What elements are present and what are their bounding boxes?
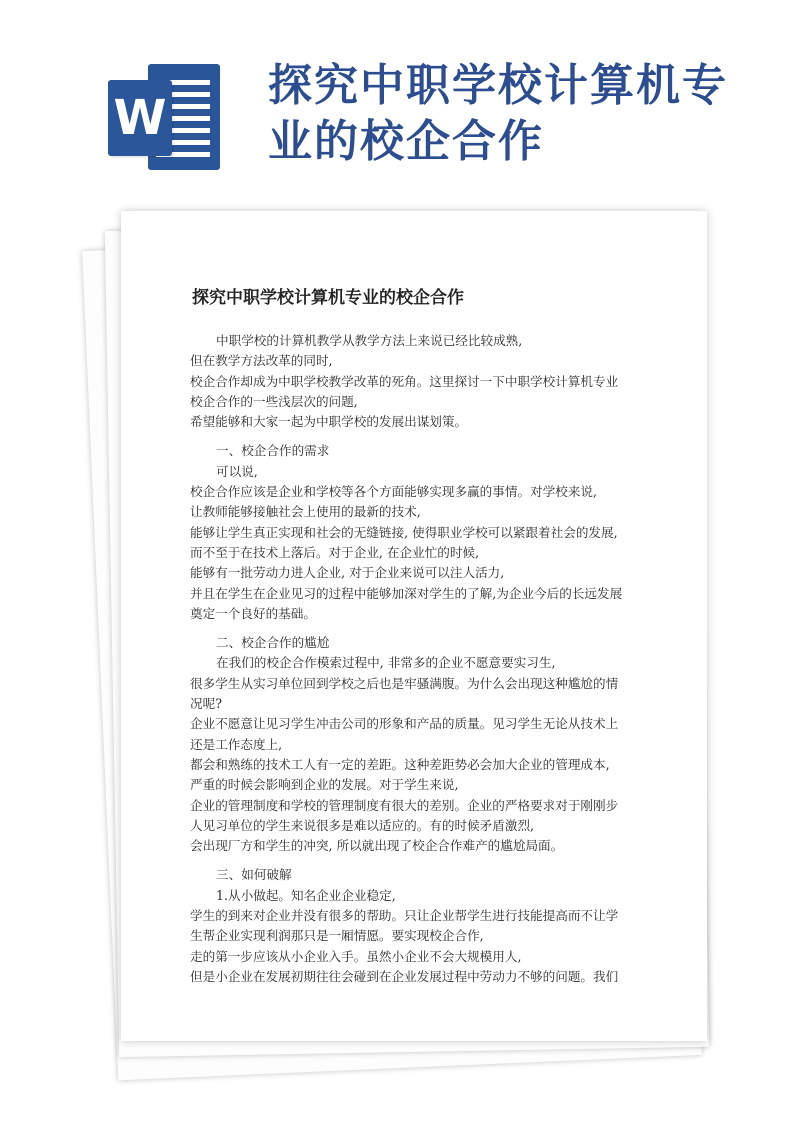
document-line: 中职学校的计算机教学从教学方法上来说已经比较成熟, — [216, 333, 523, 348]
document-title: 探究中职学校计算机专业的校企合作 — [192, 288, 464, 308]
document-line: 生帮企业实现利润那只是一厢情愿。要实现校企合作, — [190, 928, 484, 944]
document-line: 人见习单位的学生来说很多是难以适应的。有的时候矛盾激烈, — [190, 817, 535, 833]
document-line: 三、如何破解 — [216, 867, 292, 883]
word-logo-letter: W — [108, 80, 172, 156]
document-line: 校企合作应该是企业和学校等各个方面能够实现多赢的事情。对学校来说, — [190, 484, 598, 500]
page-title-line-2: 业的校企合作 — [268, 116, 544, 167]
document-line: 奠定一个良好的基础。 — [190, 605, 316, 621]
document-line: 1.从小做起。知名企业企业稳定, — [216, 887, 396, 903]
word-document-icon — [108, 64, 220, 170]
document-line: 一、校企合作的需求 — [216, 443, 330, 459]
page-header — [0, 0, 800, 200]
page-title — [268, 58, 748, 170]
document-line: 校企合作却成为中职学校教学改革的死角。这里探讨一下中职学校计算机专业 — [190, 373, 619, 389]
document-line: 让教师能够接触社会上使用的最新的技术, — [190, 504, 421, 520]
document-line: 但在教学方法改革的同时, — [190, 353, 333, 369]
paragraph-gap — [190, 432, 638, 441]
document-line: 在我们的校企合作模索过程中, 非常多的企业不愿意要实习生, — [216, 655, 556, 671]
page-title-line-1: 探究中职学校计算机专 — [268, 60, 728, 111]
document-line: 二、校企合作的尴尬 — [216, 635, 330, 651]
document-line: 希望能够和大家一起为中职学校的发展出谋划策。 — [190, 414, 468, 430]
document-line: 企业不愿意让见习学生冲击公司的形象和产品的质量。见习学生无论从技术上 — [190, 716, 619, 732]
document-line: 能够有一批劳动力进人企业, 对于企业来说可以注人活力, — [190, 565, 505, 581]
document-body — [190, 331, 638, 987]
document-line: 能够让学生真正实现和社会的无缝链接, 使得职业学校可以紧跟着社会的发展, — [190, 524, 618, 540]
document-line: 但是小企业在发展初期往往会碰到在企业发展过程中劳动力不够的问题。我们 — [190, 968, 619, 984]
document-line: 况呢? — [190, 696, 222, 712]
document-page — [121, 211, 707, 1041]
document-line: 走的第一步应该从小企业入手。虽然小企业不会大规模用人, — [190, 948, 522, 964]
document-line: 可以说, — [216, 463, 258, 479]
document-line: 学生的到来对企业并没有很多的帮助。只让企业帮学生进行技能提高而不让学 — [190, 908, 619, 924]
document-line: 企业的管理制度和学校的管理制度有很大的差别。企业的严格要求对于刚刚步 — [190, 797, 619, 813]
document-line: 严重的时候会影响到企业的发展。对于学生来说, — [190, 777, 459, 793]
document-line: 会出现厂方和学生的冲突, 所以就出现了校企合作难产的尴尬局面。 — [190, 838, 564, 854]
paragraph-gap — [190, 624, 638, 633]
document-line: 而不至于在技术上落后。对于企业, 在企业忙的时候, — [190, 544, 480, 560]
document-line: 都会和熟练的技术工人有一定的差距。这种差距势必会加大企业的管理成本, — [190, 756, 610, 772]
document-line: 还是工作态度上, — [190, 736, 283, 752]
paragraph-gap — [190, 856, 638, 865]
document-line: 很多学生从实习单位回到学校之后也是牢骚满腹。为什么会出现这种尴尬的情 — [190, 675, 619, 691]
document-line: 并且在学生在企业见习的过程中能够加深对学生的了解,为企业今后的长远发展 — [190, 585, 623, 601]
document-line: 校企合作的一些浅层次的问题, — [190, 393, 358, 409]
